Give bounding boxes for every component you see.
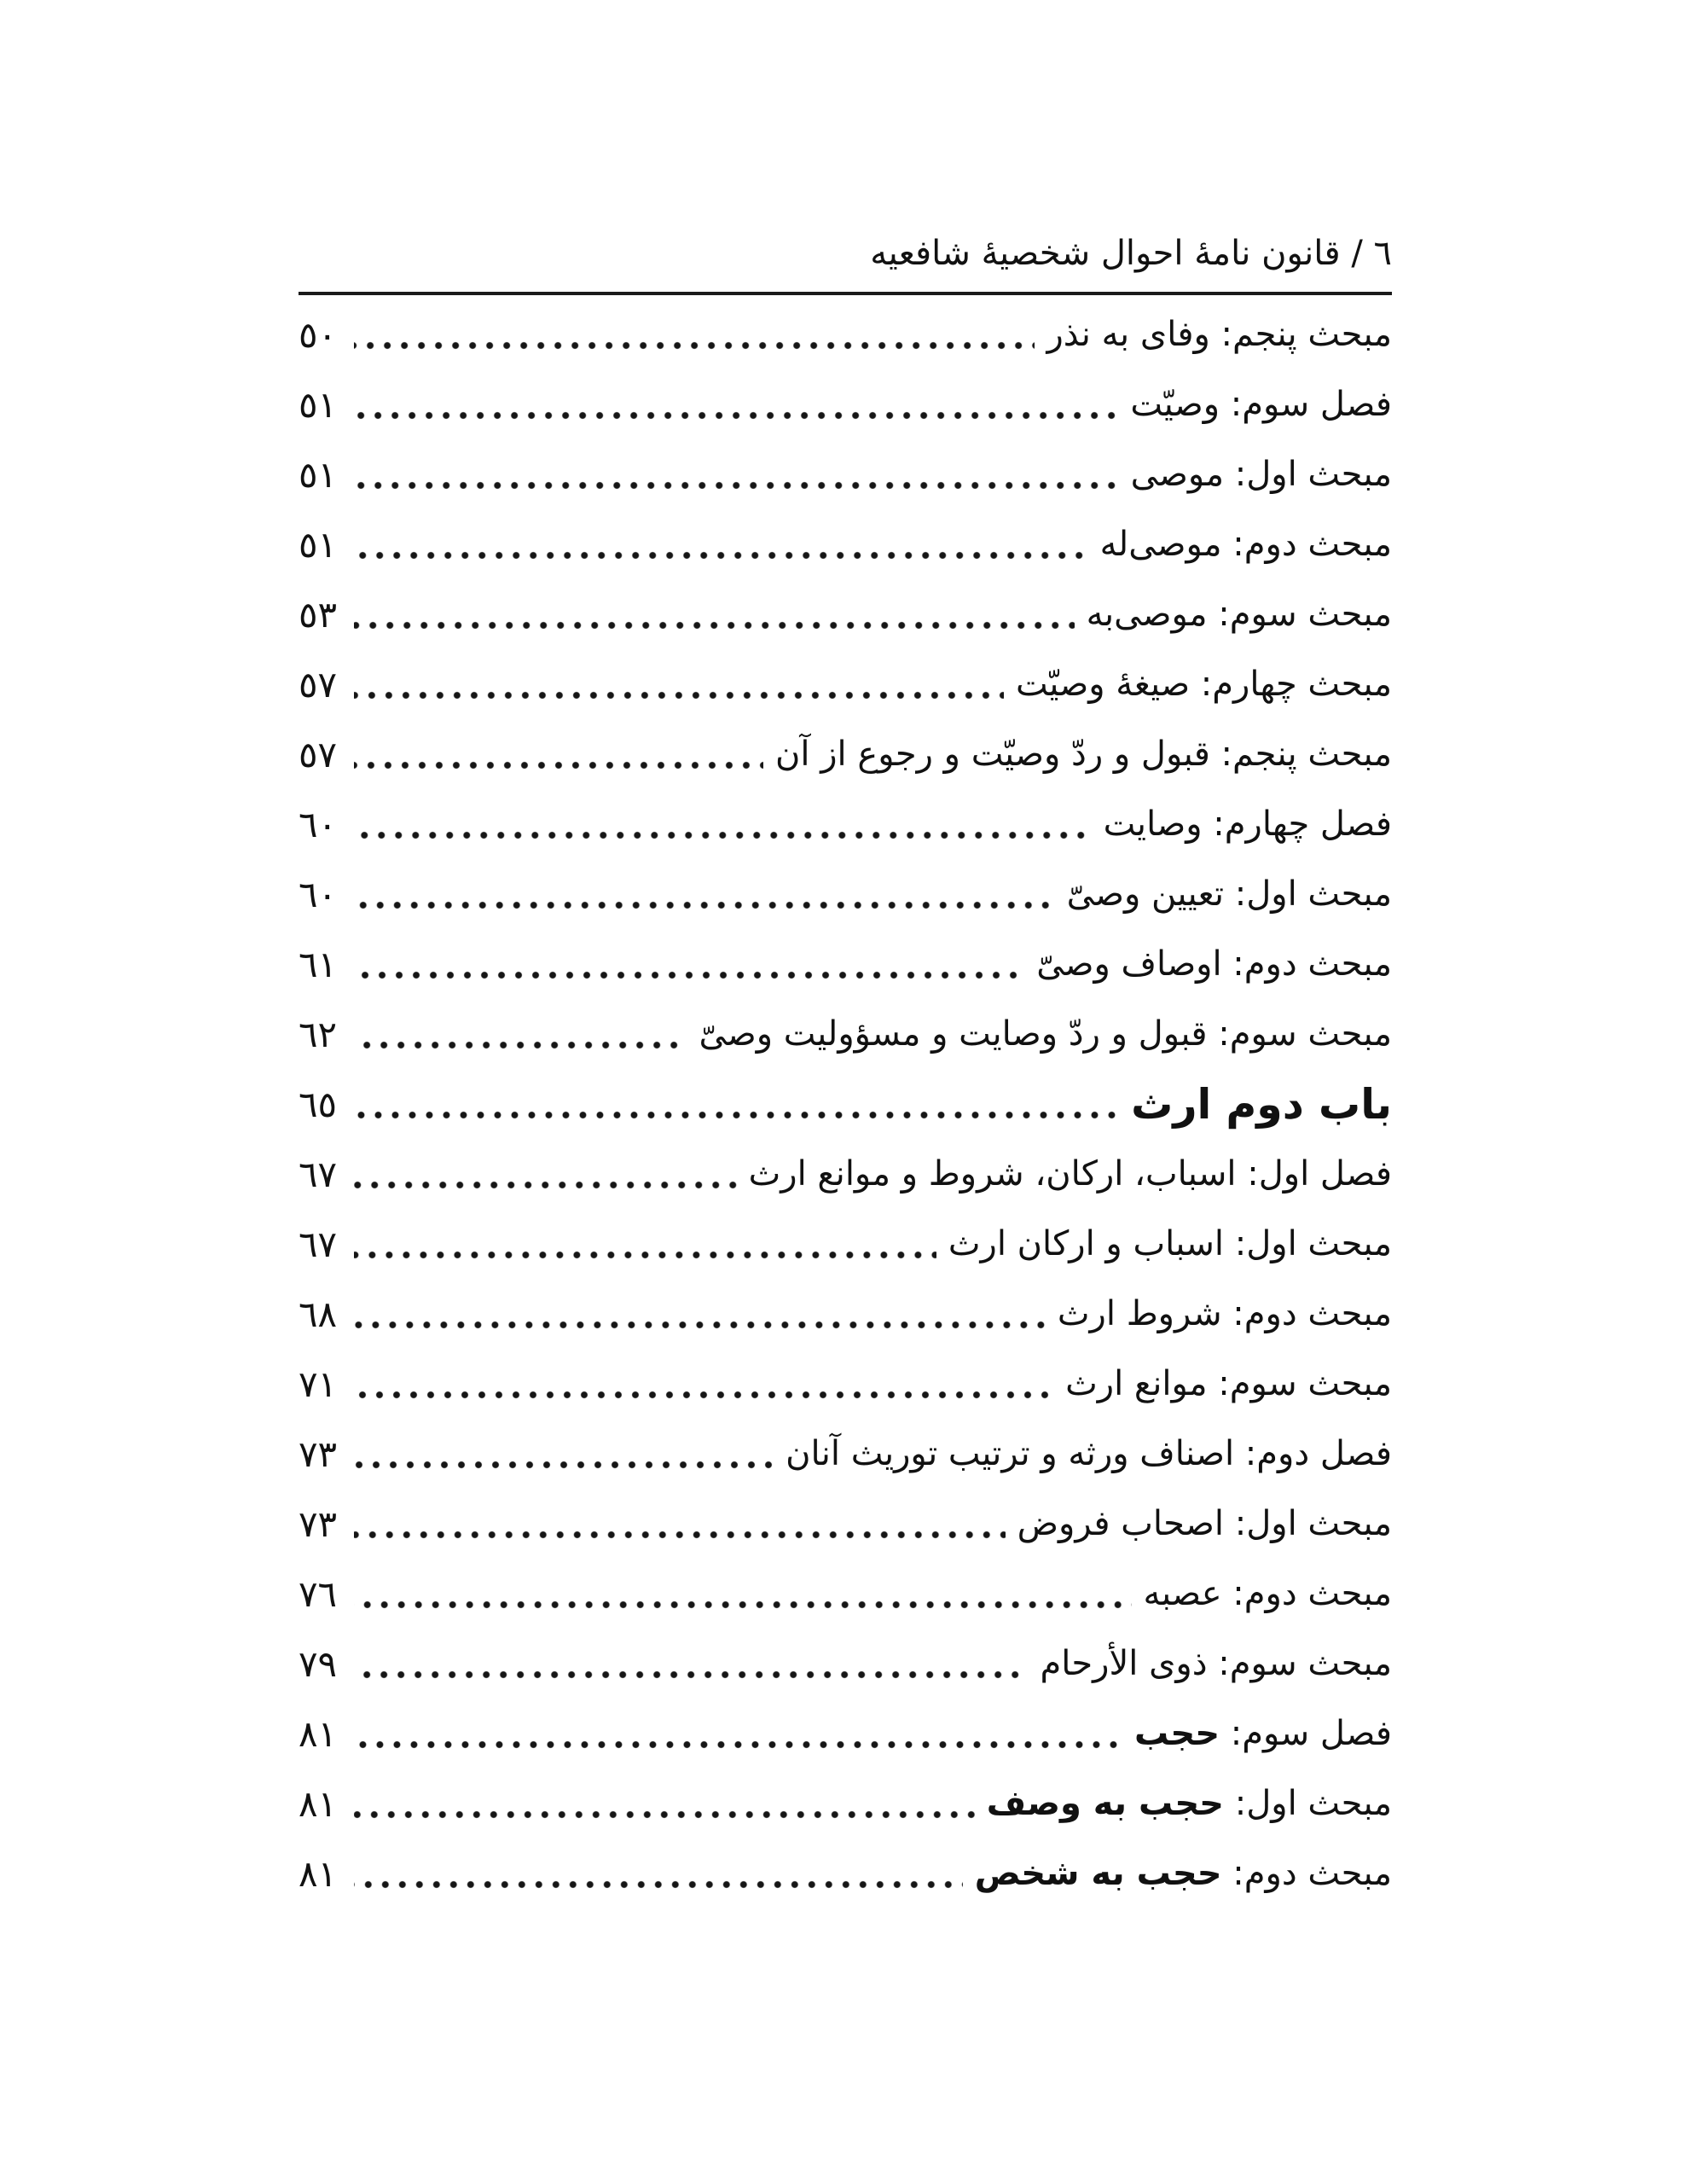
page-number: ٧٣ xyxy=(299,1432,338,1475)
page-number: ٦٧ xyxy=(299,1223,338,1265)
entry-title: قبول و ردّ وصایت و مسؤولیت وصیّ xyxy=(699,1014,1208,1054)
toc-entry xyxy=(299,999,1392,1069)
entry-label: مبحث اول: xyxy=(1224,455,1392,494)
toc-entry xyxy=(299,1559,1392,1629)
entry-text xyxy=(1131,1080,1392,1129)
toc-entry xyxy=(299,719,1392,789)
entry-title: اسباب، ارکان، شروط و موانع ارث xyxy=(748,1154,1237,1194)
entry-text xyxy=(699,1014,1392,1054)
page-number: ٨١ xyxy=(299,1852,338,1895)
entry-title: عصبه xyxy=(1143,1574,1222,1613)
dot-leader xyxy=(354,831,1092,839)
entry-text xyxy=(1067,874,1392,914)
dot-leader xyxy=(354,1041,687,1049)
dot-leader xyxy=(354,551,1087,560)
entry-label: فصل اول: xyxy=(1236,1154,1392,1194)
entry-text xyxy=(1036,944,1392,984)
entry-title: حجب xyxy=(1134,1714,1220,1753)
entry-text xyxy=(1017,1504,1392,1543)
toc-entry xyxy=(299,299,1392,369)
entry-title: موصی‌به xyxy=(1086,595,1208,634)
entry-text xyxy=(1131,455,1392,494)
toc-entry xyxy=(299,1419,1392,1489)
entry-text xyxy=(749,1154,1392,1194)
dot-leader xyxy=(354,971,1024,979)
entry-text xyxy=(975,1854,1392,1893)
entry-title: اصحاب فروض xyxy=(1017,1504,1224,1543)
entry-label: مبحث اول: xyxy=(1224,1224,1392,1263)
entry-label: مبحث پنجم: xyxy=(1209,735,1392,774)
toc-entry xyxy=(299,929,1392,999)
entry-label: فصل دوم: xyxy=(1234,1434,1392,1473)
toc-entry xyxy=(299,1349,1392,1419)
entry-label: مبحث دوم: xyxy=(1221,1574,1392,1613)
entry-title: وصیّت xyxy=(1130,385,1220,424)
page-number: ٥٧ xyxy=(299,733,338,775)
entry-title: تعیین وصیّ xyxy=(1066,874,1224,914)
entry-title: موصی‌له xyxy=(1099,525,1222,564)
dot-leader xyxy=(354,481,1118,490)
dot-leader xyxy=(354,1111,1119,1119)
entry-title: اسباب و ارکان ارث xyxy=(948,1224,1224,1263)
entry-title: اصناف ورثه و ترتیب توریث آنان xyxy=(786,1434,1235,1473)
entry-label: مبحث اول: xyxy=(1224,874,1392,914)
page-number: ٥٣ xyxy=(299,593,338,636)
entry-title: ذوی الأرحام xyxy=(1040,1644,1208,1683)
toc-entry xyxy=(299,1489,1392,1559)
entry-label: فصل سوم: xyxy=(1220,385,1392,424)
entry-label: مبحث دوم: xyxy=(1221,1294,1392,1333)
entry-text xyxy=(1100,525,1392,564)
dot-leader xyxy=(354,901,1055,909)
entry-title: اوصاف وصیّ xyxy=(1036,944,1222,984)
toc-entry xyxy=(299,369,1392,439)
dot-leader xyxy=(354,1321,1046,1329)
entry-label: باب دوم ارث xyxy=(1131,1079,1392,1129)
page-number: ٥١ xyxy=(299,453,338,496)
dot-leader xyxy=(354,1251,936,1259)
toc-entry xyxy=(299,1699,1392,1769)
page-number: ٧٣ xyxy=(299,1502,338,1545)
dot-leader xyxy=(354,1181,736,1189)
entry-label: مبحث سوم: xyxy=(1207,595,1392,634)
entry-text xyxy=(1134,1714,1392,1753)
entry-label: مبحث پنجم: xyxy=(1209,315,1392,354)
entry-label: مبحث سوم: xyxy=(1207,1014,1392,1054)
dot-leader xyxy=(354,1670,1028,1679)
entry-text xyxy=(1130,385,1392,424)
entry-text xyxy=(775,735,1392,774)
entry-label: مبحث دوم: xyxy=(1221,525,1392,564)
page-header: ٦ / قانون نامهٔ احوال شخصیهٔ شافعیه xyxy=(870,234,1392,273)
entry-title: صیغهٔ وصیّت xyxy=(1015,665,1191,704)
dot-leader xyxy=(354,341,1035,350)
toc-entry xyxy=(299,1139,1392,1209)
toc-entry xyxy=(299,439,1392,509)
dot-leader xyxy=(354,1461,774,1469)
dot-leader xyxy=(354,1600,1131,1609)
entry-text xyxy=(1065,1364,1392,1403)
toc-entry xyxy=(299,859,1392,929)
page-number: ٥١ xyxy=(299,383,338,426)
entry-label: فصل چهارم: xyxy=(1202,804,1392,844)
toc-entry xyxy=(299,1769,1392,1838)
entry-title: حجب به وصف xyxy=(986,1784,1224,1823)
entry-label: مبحث دوم: xyxy=(1221,1854,1392,1893)
entry-title: قبول و ردّ وصیّت و رجوع از آن xyxy=(775,735,1210,774)
dot-leader xyxy=(354,1531,1006,1539)
page-number: ٦٨ xyxy=(299,1292,338,1335)
entry-title: حجب به شخص xyxy=(974,1854,1222,1893)
page-number: ٧٦ xyxy=(299,1572,338,1615)
entry-label: مبحث سوم: xyxy=(1207,1644,1392,1683)
entry-label: مبحث چهارم: xyxy=(1190,665,1392,704)
entry-text xyxy=(987,1784,1392,1823)
page-number: ٨١ xyxy=(299,1712,338,1755)
page-number: ٥٧ xyxy=(299,663,338,706)
page-number: ٦٧ xyxy=(299,1153,338,1195)
toc xyxy=(299,299,1392,1908)
toc-entry xyxy=(299,1629,1392,1699)
dot-leader xyxy=(354,1740,1122,1749)
dot-leader xyxy=(354,691,1004,700)
dot-leader xyxy=(354,761,763,770)
toc-entry xyxy=(299,1838,1392,1908)
entry-text xyxy=(1040,1644,1392,1683)
entry-text xyxy=(1046,315,1392,354)
page-number: ٥٠ xyxy=(299,313,338,356)
toc-entry xyxy=(299,579,1392,649)
page-number: ٦٠ xyxy=(299,873,338,915)
dot-leader xyxy=(354,1810,975,1819)
entry-title: موانع ارث xyxy=(1065,1364,1208,1403)
page-number: ٥١ xyxy=(299,523,338,566)
header-rule xyxy=(299,292,1392,295)
toc-entry xyxy=(299,1209,1392,1279)
entry-text xyxy=(1104,804,1392,844)
page-number: ٦٠ xyxy=(299,803,338,845)
entry-text xyxy=(948,1224,1392,1263)
entry-text xyxy=(1016,665,1392,704)
page-number: ٧٩ xyxy=(299,1642,338,1685)
entry-text xyxy=(1058,1294,1392,1333)
toc-entry xyxy=(299,1069,1392,1139)
entry-title: وفای به نذر xyxy=(1046,315,1210,354)
page-number: ٦٥ xyxy=(299,1083,338,1125)
dot-leader xyxy=(354,411,1118,420)
entry-label: مبحث سوم: xyxy=(1207,1364,1392,1403)
entry-title: موصی xyxy=(1130,455,1224,494)
entry-label: مبحث اول: xyxy=(1224,1784,1392,1823)
page-number: ٨١ xyxy=(299,1782,338,1825)
toc-entry xyxy=(299,649,1392,719)
page-number: ٧١ xyxy=(299,1362,338,1405)
entry-label: مبحث دوم: xyxy=(1221,944,1392,984)
dot-leader xyxy=(354,621,1074,630)
entry-title: وصایت xyxy=(1103,804,1203,844)
entry-label: مبحث اول: xyxy=(1224,1504,1392,1543)
entry-label: فصل سوم: xyxy=(1220,1714,1392,1753)
toc-entry xyxy=(299,1279,1392,1349)
toc-entry xyxy=(299,789,1392,859)
entry-text xyxy=(786,1434,1392,1473)
dot-leader xyxy=(354,1880,963,1889)
entry-text xyxy=(1087,595,1392,634)
dot-leader xyxy=(354,1391,1053,1399)
page-number: ٦١ xyxy=(299,943,338,985)
entry-title: شروط ارث xyxy=(1057,1294,1222,1333)
toc-entry xyxy=(299,509,1392,579)
page-number: ٦٢ xyxy=(299,1013,338,1055)
entry-text xyxy=(1144,1574,1392,1613)
